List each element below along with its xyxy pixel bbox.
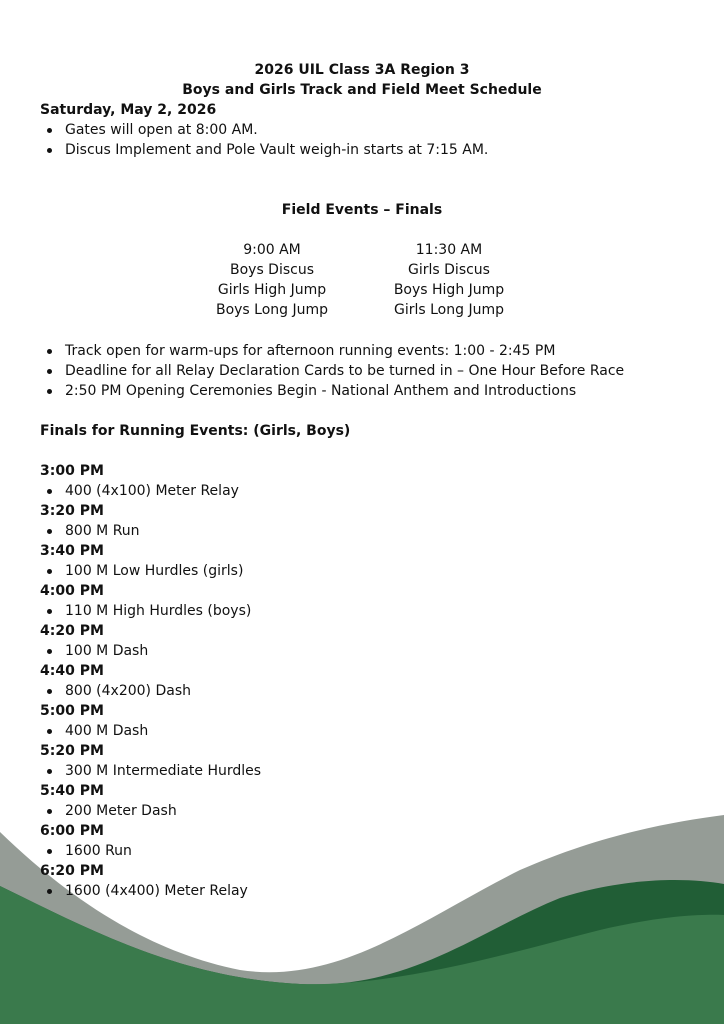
running-event-slot bbox=[40, 461, 261, 501]
afternoon-notes-list bbox=[40, 341, 624, 401]
field-session-time: 11:30 AM bbox=[415, 242, 483, 258]
running-event-slot bbox=[40, 741, 261, 781]
event-time: 5:00 PM bbox=[40, 703, 104, 719]
afternoon-note: Deadline for all Relay Declaration Cards to be turned in – One Hour Before Race bbox=[40, 361, 624, 381]
running-events-heading: Finals for Running Events: (Girls, Boys) bbox=[40, 423, 351, 439]
afternoon-note: 2:50 PM Opening Ceremonies Begin - National Anthem and Introductions bbox=[40, 381, 624, 401]
event-name: 800 (4x200) Dash bbox=[40, 681, 261, 701]
running-event-slot bbox=[40, 781, 261, 821]
running-event-slot bbox=[40, 541, 261, 581]
event-time: 6:20 PM bbox=[40, 863, 104, 879]
event-name: 100 M Low Hurdles (girls) bbox=[40, 561, 261, 581]
field-event-item: Boys Discus bbox=[229, 262, 315, 278]
event-name: 1600 (4x400) Meter Relay bbox=[40, 881, 261, 901]
field-event-item: Girls Long Jump bbox=[394, 302, 504, 318]
field-events-heading: Field Events – Finals bbox=[281, 202, 443, 218]
event-name: 200 Meter Dash bbox=[40, 801, 261, 821]
event-time: 6:00 PM bbox=[40, 823, 104, 839]
field-event-item: Boys Long Jump bbox=[215, 302, 329, 318]
field-event-item: Boys High Jump bbox=[393, 282, 505, 298]
field-session-time: 9:00 AM bbox=[243, 242, 301, 258]
event-name: 100 M Dash bbox=[40, 641, 261, 661]
intro-note: Discus Implement and Pole Vault weigh-in starts at 7:15 AM. bbox=[40, 140, 488, 160]
running-event-slot bbox=[40, 661, 261, 701]
event-name: 300 M Intermediate Hurdles bbox=[40, 761, 261, 781]
document-title-line-2: Boys and Girls Track and Field Meet Schedule bbox=[182, 82, 542, 98]
event-time: 4:40 PM bbox=[40, 663, 104, 679]
event-name: 800 M Run bbox=[40, 521, 261, 541]
event-time: 3:20 PM bbox=[40, 503, 104, 519]
running-events-schedule bbox=[40, 461, 261, 901]
event-time: 4:00 PM bbox=[40, 583, 104, 599]
event-name: 110 M High Hurdles (boys) bbox=[40, 601, 261, 621]
field-event-item: Girls High Jump bbox=[217, 282, 327, 298]
running-event-slot bbox=[40, 581, 261, 621]
event-name: 400 (4x100) Meter Relay bbox=[40, 481, 261, 501]
running-event-slot bbox=[40, 701, 261, 741]
field-event-item: Girls Discus bbox=[408, 262, 490, 278]
meet-date: Saturday, May 2, 2026 bbox=[40, 102, 217, 118]
intro-note: Gates will open at 8:00 AM. bbox=[40, 120, 488, 140]
event-time: 5:20 PM bbox=[40, 743, 104, 759]
field-events-column-late-morning bbox=[359, 240, 539, 320]
event-time: 3:40 PM bbox=[40, 543, 104, 559]
event-time: 3:00 PM bbox=[40, 463, 104, 479]
intro-notes-list bbox=[40, 120, 488, 160]
document-title-line-1: 2026 UIL Class 3A Region 3 bbox=[254, 62, 470, 78]
running-event-slot bbox=[40, 861, 261, 901]
field-events-column-morning bbox=[182, 240, 362, 320]
event-time: 4:20 PM bbox=[40, 623, 104, 639]
running-event-slot bbox=[40, 821, 261, 861]
event-name: 400 M Dash bbox=[40, 721, 261, 741]
event-time: 5:40 PM bbox=[40, 783, 104, 799]
afternoon-note: Track open for warm-ups for afternoon running events: 1:00 - 2:45 PM bbox=[40, 341, 624, 361]
running-event-slot bbox=[40, 501, 261, 541]
running-event-slot bbox=[40, 621, 261, 661]
event-name: 1600 Run bbox=[40, 841, 261, 861]
